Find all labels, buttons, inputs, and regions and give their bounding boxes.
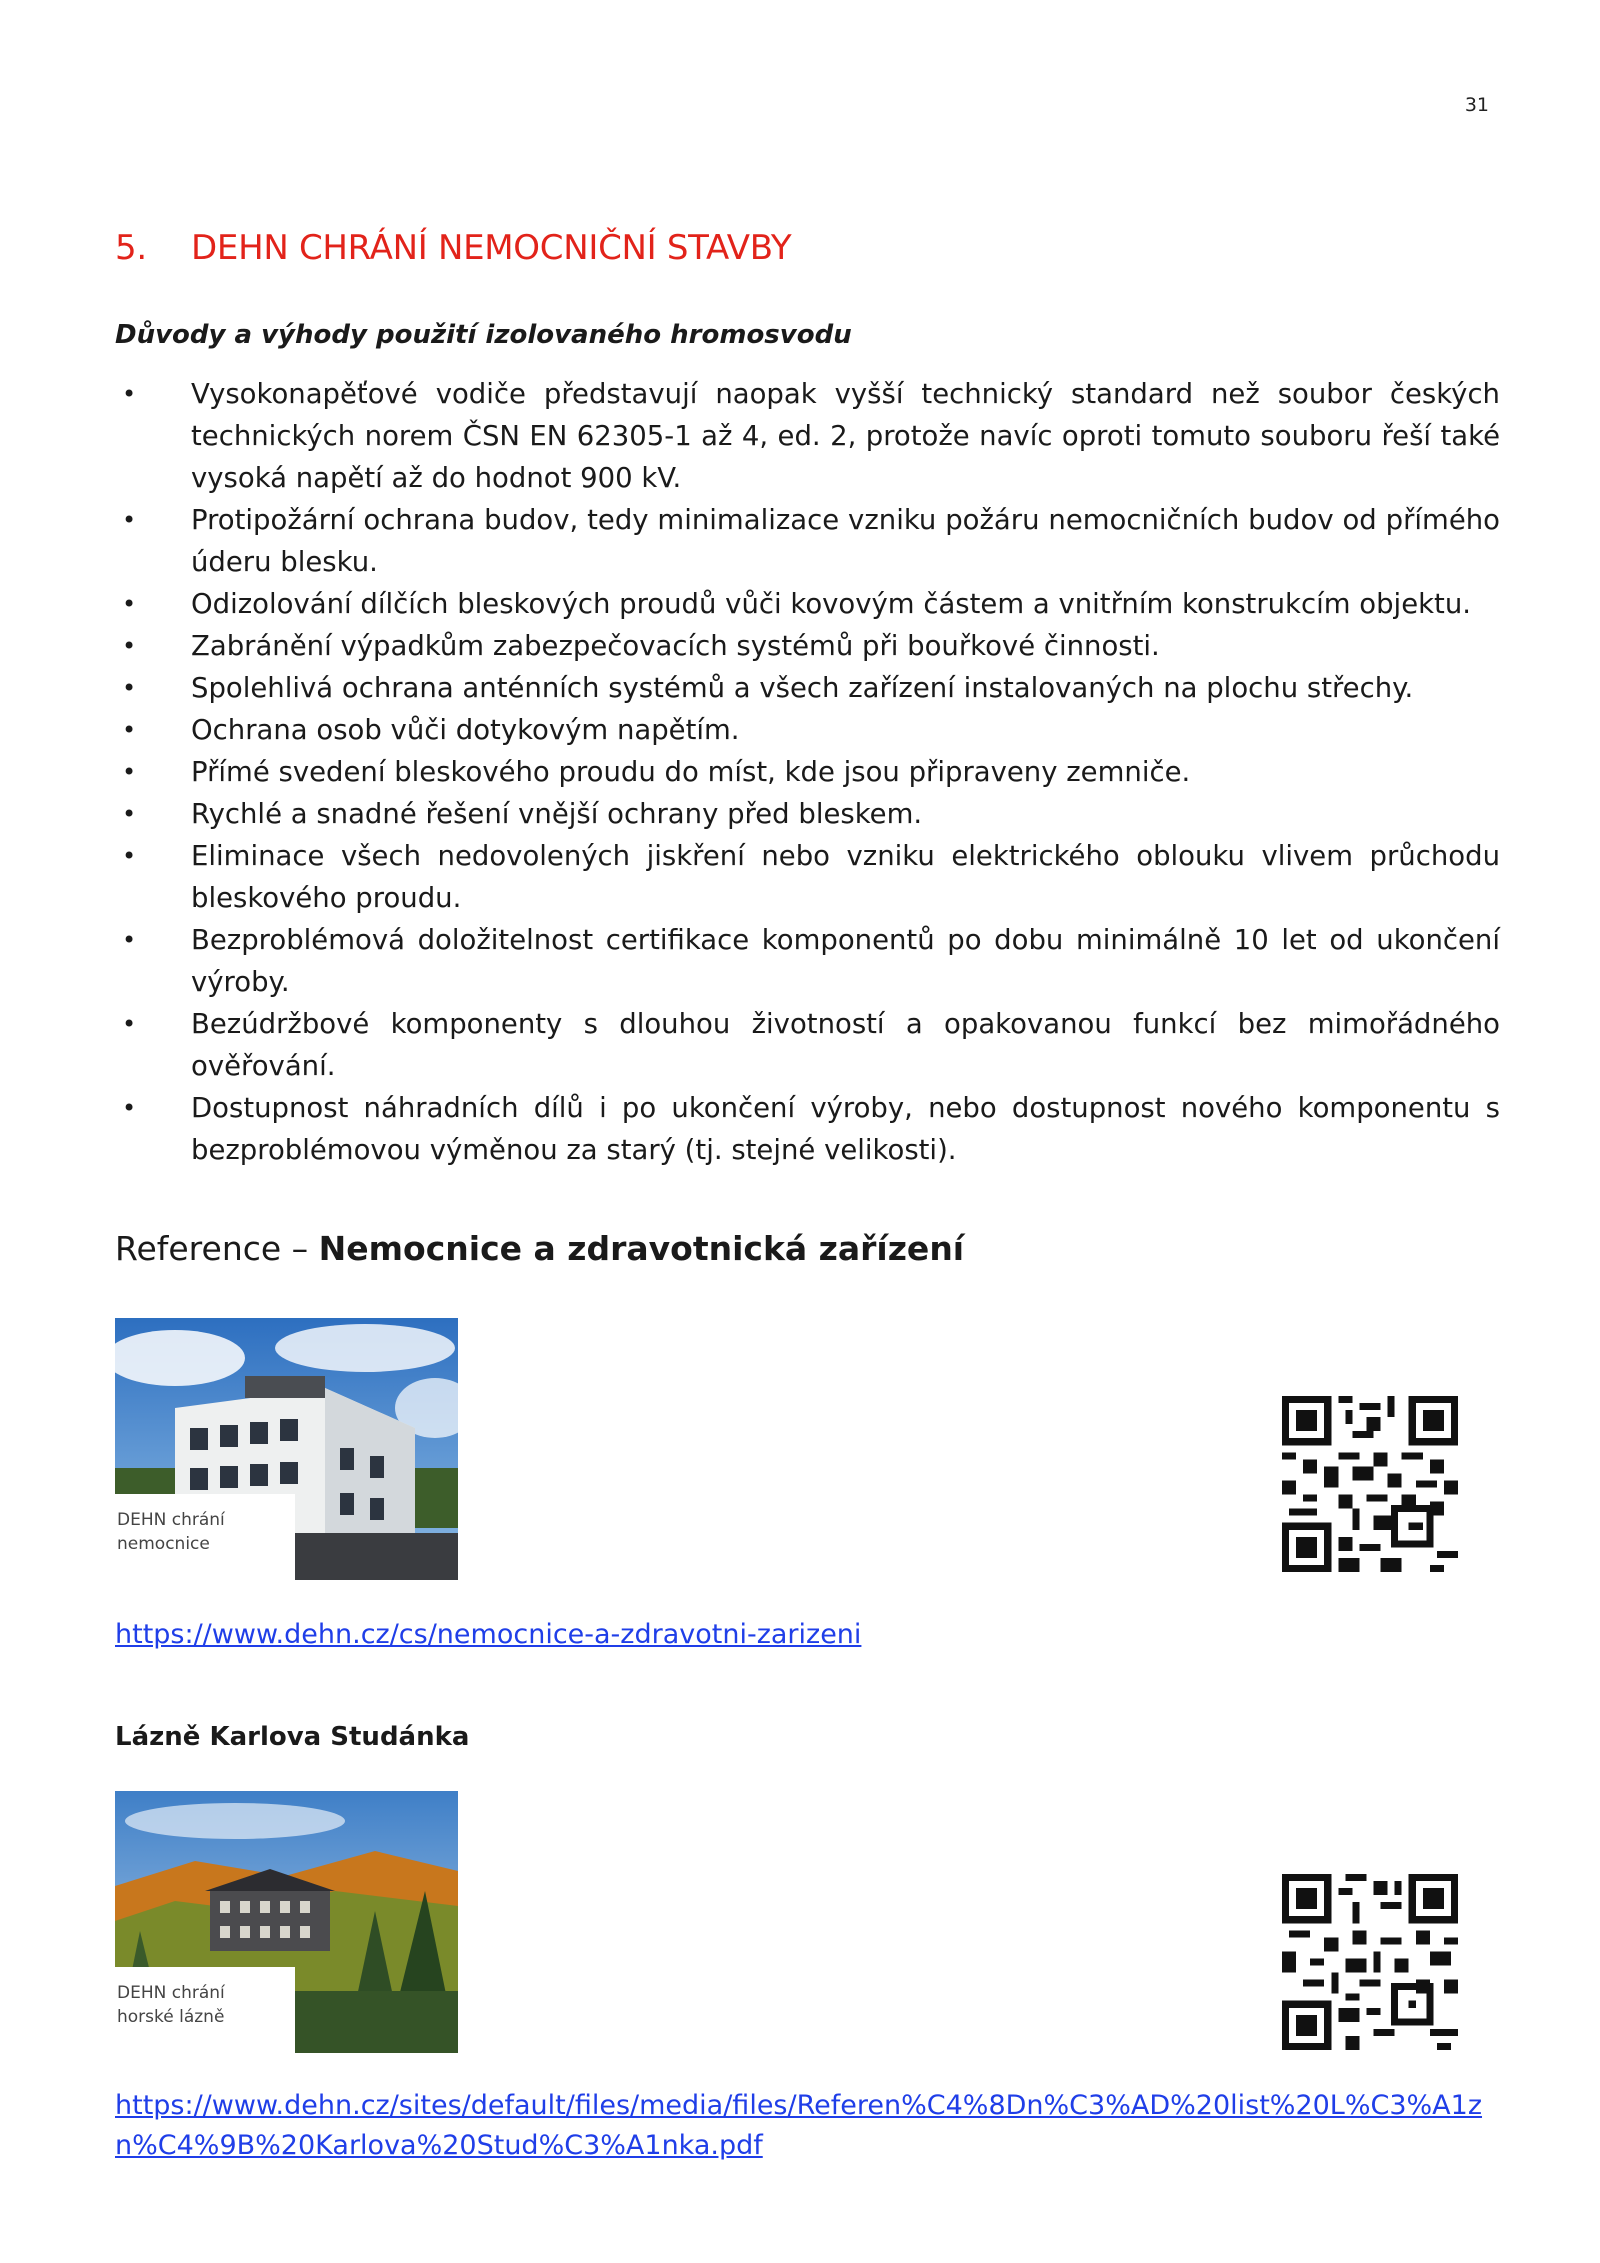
section-number: 5. xyxy=(115,228,147,268)
bullet-icon: • xyxy=(122,632,137,660)
page-number: 31 xyxy=(1464,94,1489,116)
spa-qr-code[interactable] xyxy=(1282,1874,1458,2050)
subheading: Důvody a výhody použití izolovaného hromosvodu xyxy=(115,320,852,350)
hospital-thumbnail[interactable] xyxy=(115,1318,458,1580)
bullet-icon: • xyxy=(122,674,137,702)
bullet-icon: • xyxy=(122,506,137,534)
hospital-caption: DEHN chrání nemocnice xyxy=(115,1494,295,1580)
bullet-icon: • xyxy=(122,716,137,744)
bullet-icon: • xyxy=(122,380,137,408)
bullet-icon: • xyxy=(122,800,137,828)
benefits-list xyxy=(115,373,1500,1171)
list-item: • Zabránění výpadkům zabezpečovacích systémů při bouřkové činnosti. xyxy=(115,625,1500,667)
list-item: • Protipožární ochrana budov, tedy minimalizace vzniku požáru nemocničních budov od přímého úderu blesku. xyxy=(115,499,1500,583)
hospital-qr-code[interactable] xyxy=(1282,1396,1458,1572)
bullet-icon: • xyxy=(122,1094,137,1122)
list-item: • Dostupnost náhradních dílů i po ukončení výroby, nebo dostupnost nového komponentu s bezproblémovou výměnou za starý (tj. stejné velikosti). xyxy=(115,1087,1500,1171)
bullet-icon: • xyxy=(122,590,137,618)
list-item: • Odizolování dílčích bleskových proudů vůči kovovým částem a vnitřním konstrukcím objektu. xyxy=(115,583,1500,625)
list-item: • Bezúdržbové komponenty s dlouhou životností a opakovanou funkcí bez mimořádného ověřování. xyxy=(115,1003,1500,1087)
bullet-icon: • xyxy=(122,842,137,870)
spa-title: Lázně Karlova Studánka xyxy=(115,1722,470,1752)
references-heading xyxy=(115,1229,964,1268)
list-item: • Vysokonapěťové vodiče představují naopak vyšší technický standard než soubor českých technických norem ČSN EN 62305-1 až 4, ed. 2, protože navíc oproti tomuto souboru řeší také vysoká napětí až do hodnot 900 kV. xyxy=(115,373,1500,499)
references-heading-prefix: Reference – xyxy=(115,1229,319,1268)
hospital-link[interactable]: https://www.dehn.cz/cs/nemocnice-a-zdravotni-zarizeni xyxy=(115,1619,862,1650)
section-title: DEHN CHRÁNÍ NEMOCNIČNÍ STAVBY xyxy=(191,228,792,268)
section-heading xyxy=(115,228,791,268)
list-item: • Eliminace všech nedovolených jiskření nebo vzniku elektrického oblouku vlivem průchodu bleskového proudu. xyxy=(115,835,1500,919)
references-heading-main: Nemocnice a zdravotnická zařízení xyxy=(318,1229,965,1268)
spa-thumbnail[interactable] xyxy=(115,1791,458,2053)
bullet-icon: • xyxy=(122,1010,137,1038)
spa-caption: DEHN chrání horské lázně xyxy=(115,1967,295,2053)
list-item: • Ochrana osob vůči dotykovým napětím. xyxy=(115,709,1500,751)
list-item: • Rychlé a snadné řešení vnější ochrany před bleskem. xyxy=(115,793,1500,835)
list-item: • Přímé svedení bleskového proudu do míst, kde jsou připraveny zemniče. xyxy=(115,751,1500,793)
list-item: • Bezproblémová doložitelnost certifikace komponentů po dobu minimálně 10 let od ukončení výroby. xyxy=(115,919,1500,1003)
bullet-icon: • xyxy=(122,758,137,786)
list-item: • Spolehlivá ochrana anténních systémů a všech zařízení instalovaných na plochu střechy. xyxy=(115,667,1500,709)
spa-link[interactable]: https://www.dehn.cz/sites/default/files/media/files/Referen%C4%8Dn%C3%AD%20list%20L%C3%A1z n%C4%9B%20Karlova%20Stud%C3%A1nka.pdf xyxy=(115,2090,1483,2161)
bullet-icon: • xyxy=(122,926,137,954)
